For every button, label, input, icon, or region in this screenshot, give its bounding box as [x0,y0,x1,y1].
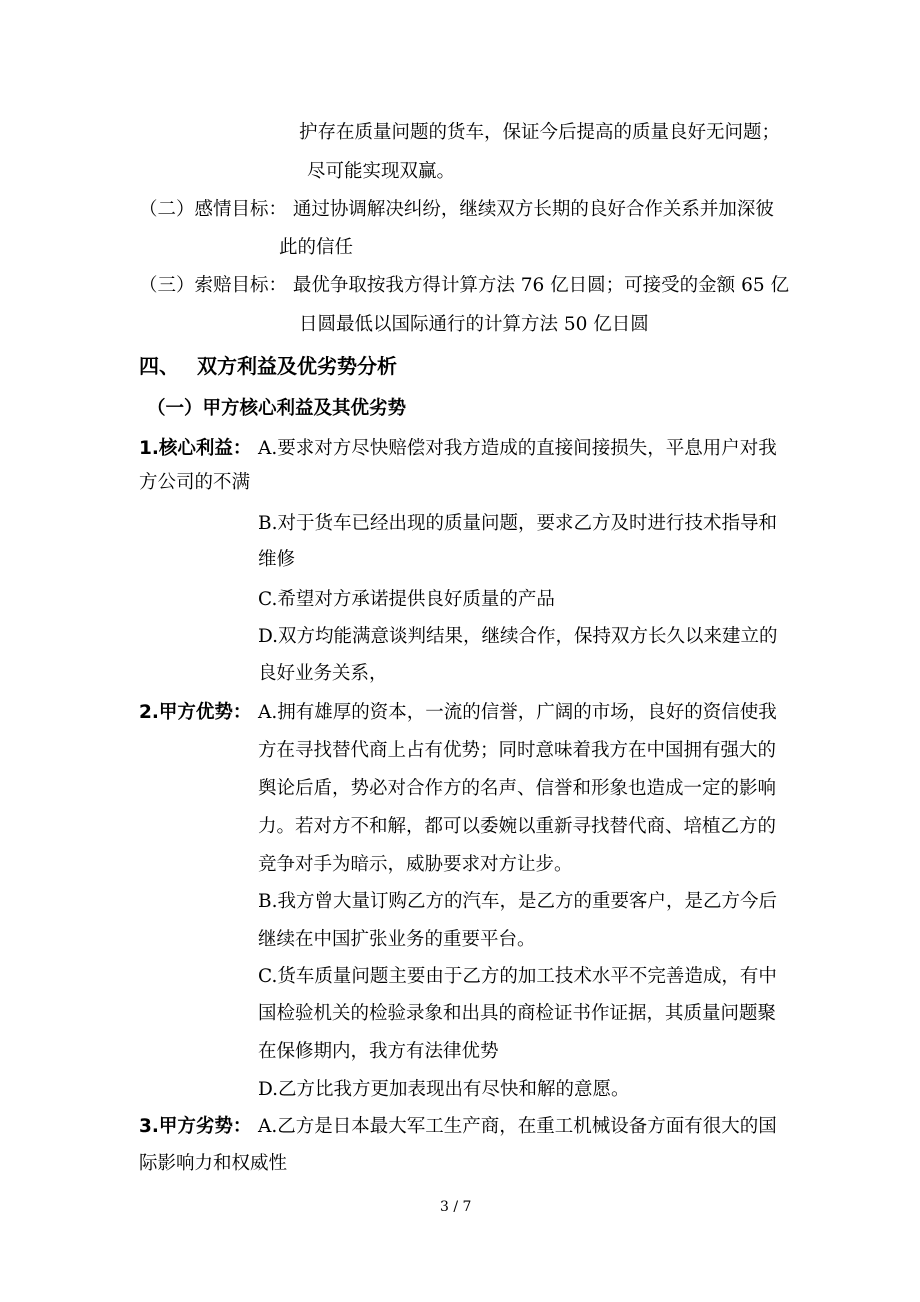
advantage-item-c-cont: 在保修期内，我方有法律优势 [258,1041,499,1062]
page-number: 3 / 7 [440,1199,472,1215]
core-item-c: C.希望对方承诺提供良好质量的产品 [258,589,555,610]
emotion-goal-line: （二）感情目标： 通过协调解决纠纷，继续双方长期的良好合作关系并加深彼 [139,199,774,220]
advantage-item-a-cont: 方在寻找替代商上占有优势；同时意味着我方在中国拥有强大的 [258,740,777,761]
advantage-item-a: A.拥有雄厚的资本，一流的信誉，广阔的市场，良好的资信使我 [258,702,777,723]
subsection-heading: （一）甲方核心利益及其优劣势 [147,398,407,419]
body-line: 护存在质量问题的货车，保证今后提高的质量良好无问题； [299,122,781,143]
section-title: 双方利益及优劣势分析 [197,354,397,378]
core-item-b-cont: 维修 [258,549,296,570]
core-item-b: B.对于货车已经出现的质量问题，要求乙方及时进行技术指导和 [258,513,777,534]
core-item-a-cont: 方公司的不满 [139,472,251,493]
advantage-item-a-cont: 竞争对手为暗示，威胁要求对方让步。 [258,854,573,875]
claim-goal-line: （三）索赔目标： 最优争取按我方得计算方法 76 亿日圆；可接受的金额 65 亿 [139,275,789,296]
core-interest-label: 1.核心利益： [139,438,252,459]
core-item-a: A.要求对方尽快赔偿对我方造成的直接间接损失，平息用户对我 [258,438,777,459]
advantage-item-c: C.货车质量问题主要由于乙方的加工技术水平不完善造成，有中 [258,966,777,987]
advantage-item-b-cont: 继续在中国扩张业务的重要平台。 [258,929,536,950]
disadvantage-item-a-cont: 际影响力和权威性 [139,1153,288,1174]
body-line: 尽可能实现双赢。 [307,161,456,182]
advantage-label: 2.甲方优势： [139,702,252,723]
advantage-item-a-cont: 舆论后盾，势必对合作方的名声、信誉和形象也造成一定的影响 [258,778,777,799]
advantage-item-d: D.乙方比我方更加表现出有尽快和解的意愿。 [258,1079,630,1100]
advantage-item-b: B.我方曾大量订购乙方的汽车，是乙方的重要客户，是乙方今后 [258,891,777,912]
core-item-d: D.双方均能满意谈判结果，继续合作，保持双方长久以来建立的 [258,626,778,647]
disadvantage-label: 3.甲方劣势： [139,1116,252,1137]
section-number: 四、 [139,354,179,378]
core-item-d-cont: 良好业务关系， [258,663,388,684]
body-line: 此的信任 [279,237,354,258]
disadvantage-item-a: A.乙方是日本最大军工生产商，在重工机械设备方面有很大的国 [258,1116,777,1137]
advantage-item-c-cont: 国检验机关的检验录象和出具的商检证书作证据，其质量问题聚 [258,1003,777,1024]
advantage-item-a-cont: 力。若对方不和解，都可以委婉以重新寻找替代商、培植乙方的 [258,816,777,837]
body-line: 日圆最低以国际通行的计算方法 50 亿日圆 [299,314,649,335]
